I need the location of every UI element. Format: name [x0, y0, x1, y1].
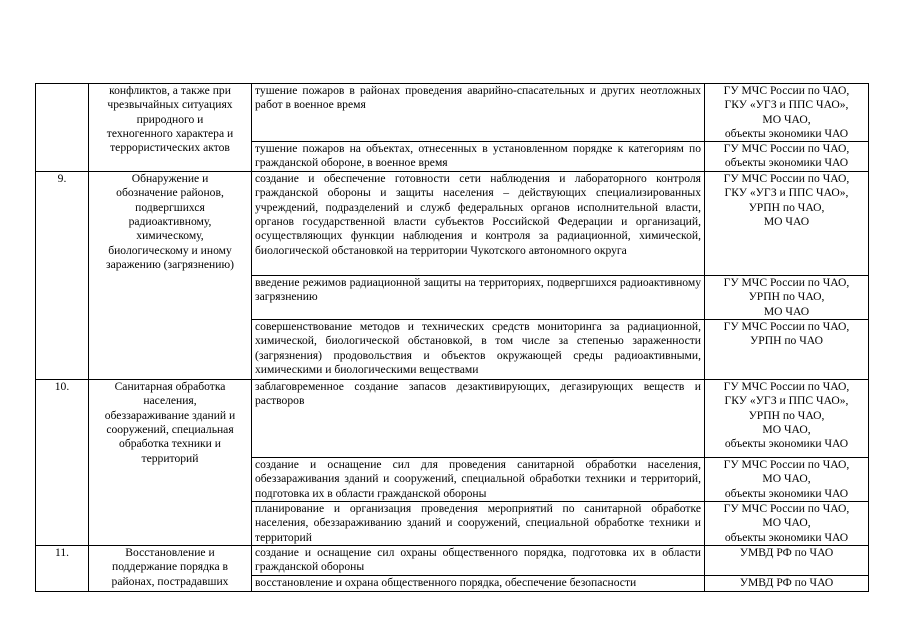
- measure-cell: создание и обеспечение готовности сети наблюдения и лабораторного контроля гражданской обороны и защиты населения – действующих специализированных учреждений, подразделений и служб федеральных органов исполнительной власти, органов государственной власти субъектов Российской Федерации и организаций, осуществляющих функции наблюдения и контроля за радиационной, химической, биологической обстановкой на территории Чукотского автономного округа: [252, 172, 705, 276]
- task-line: Обнаружение и: [131, 172, 209, 186]
- executor-line: МО ЧАО,: [762, 422, 811, 436]
- executor-cell: [705, 380, 869, 458]
- task-cell: [89, 84, 252, 172]
- task-cell: [89, 545, 252, 591]
- task-line: биологическому и иному: [108, 243, 232, 257]
- executor-cell: [705, 172, 869, 276]
- task-line: природного и: [136, 112, 204, 126]
- executor-line: МО ЧАО: [763, 215, 810, 229]
- executor-cell: [705, 320, 869, 380]
- executor-line: МО ЧАО,: [762, 472, 811, 486]
- executor-line: ГУ МЧС России по ЧАО,: [723, 320, 850, 334]
- executor-line: УРПН по ЧАО,: [748, 200, 825, 214]
- task-line: поддержание порядка в: [111, 560, 229, 574]
- executor-line: объекты экономики ЧАО: [724, 530, 849, 544]
- executor-line: ГУ МЧС России по ЧАО,: [723, 501, 850, 515]
- task-line: обработка техники и: [119, 437, 221, 451]
- measure-cell: тушение пожаров на объектах, отнесенных в установленном порядке к категориям по гражданской обороне, в военное время: [252, 142, 705, 172]
- measures-table: [35, 83, 869, 592]
- measure-cell: заблаговременное создание запасов дезактивирующих, дегазирующих веществ и растворов: [252, 380, 705, 458]
- executor-line: УРПН по ЧАО,: [748, 408, 825, 422]
- table-row: [36, 84, 869, 142]
- executor-line: ГКУ «УГЗ и ППС ЧАО»,: [724, 394, 849, 408]
- executor-line: МО ЧАО: [763, 304, 810, 318]
- measure-cell: планирование и организация проведения мероприятий по санитарной обработке населения, обеззараживанию зданий и сооружений, специальной обработке техники и территорий: [252, 501, 705, 545]
- executor-line: объекты экономики ЧАО: [724, 486, 849, 500]
- task-line: подвергшихся: [135, 200, 205, 214]
- executor-line: УМВД РФ по ЧАО: [739, 575, 834, 589]
- executor-line: ГКУ «УГЗ и ППС ЧАО»,: [724, 98, 849, 112]
- row-number: 10.: [36, 380, 89, 546]
- executor-line: ГУ МЧС России по ЧАО,: [723, 172, 850, 186]
- measure-cell: создание и оснащение сил для проведения санитарной обработки населения, обеззараживания зданий и сооружений, специальной обработки техники и территорий, подготовка их в области гражданской обороны: [252, 458, 705, 502]
- executor-line: УМВД РФ по ЧАО: [739, 545, 834, 559]
- row-number: 11.: [36, 545, 89, 591]
- table-row: [36, 172, 869, 276]
- executor-cell: [705, 501, 869, 545]
- task-line: обозначение районов,: [116, 186, 224, 200]
- task-line: конфликтов, а также при: [109, 84, 231, 97]
- executor-line: объекты экономики ЧАО: [724, 156, 849, 170]
- executor-cell: [705, 575, 869, 591]
- measure-cell: введение режимов радиационной защиты на территориях, подвергшихся радиоактивному загрязнению: [252, 276, 705, 320]
- table-row: [36, 545, 869, 575]
- executor-line: ГУ МЧС России по ЧАО,: [723, 84, 850, 97]
- task-cell: [89, 380, 252, 546]
- measure-cell: тушение пожаров в районах проведения аварийно-спасательных и других неотложных работ в военное время: [252, 84, 705, 142]
- table-row: [36, 380, 869, 458]
- executor-line: УРПН по ЧАО,: [748, 290, 825, 304]
- executor-line: объекты экономики ЧАО: [724, 437, 849, 451]
- task-line: заражению (загрязнению): [106, 257, 234, 271]
- task-line: радиоактивному,: [128, 215, 212, 229]
- task-line: территорий: [141, 451, 199, 465]
- table-body: [36, 84, 869, 592]
- task-line: населения,: [143, 394, 197, 408]
- executor-line: МО ЧАО,: [762, 112, 811, 126]
- executor-cell: [705, 84, 869, 142]
- executor-cell: [705, 276, 869, 320]
- executor-cell: [705, 458, 869, 502]
- measure-cell: создание и оснащение сил охраны общественного порядка, подготовка их в области гражданской обороны: [252, 545, 705, 575]
- task-line: Санитарная обработка: [114, 380, 226, 394]
- executor-line: объекты экономики ЧАО: [724, 126, 849, 140]
- executor-line: ГУ МЧС России по ЧАО,: [723, 458, 850, 472]
- task-cell: [89, 172, 252, 380]
- measure-cell: восстановление и охрана общественного порядка, обеспечение безопасности: [252, 575, 705, 591]
- task-line: террористических актов: [110, 141, 230, 155]
- task-line: Восстановление и: [125, 545, 215, 559]
- executor-cell: [705, 545, 869, 575]
- row-number: [36, 84, 89, 172]
- row-number: 9.: [36, 172, 89, 380]
- executor-line: УРПН по ЧАО: [750, 334, 823, 348]
- executor-cell: [705, 142, 869, 172]
- executor-line: МО ЧАО,: [762, 516, 811, 530]
- task-line: обеззараживание зданий и: [104, 408, 236, 422]
- task-line: чрезвычайных ситуациях: [107, 98, 233, 112]
- task-line: сооружений, специальная: [106, 422, 234, 436]
- task-line: районах, пострадавших: [111, 574, 229, 588]
- task-line: химическому,: [136, 229, 204, 243]
- executor-line: ГУ МЧС России по ЧАО,: [723, 276, 850, 290]
- executor-line: ГУ МЧС России по ЧАО,: [723, 380, 850, 394]
- executor-line: ГКУ «УГЗ и ППС ЧАО»,: [724, 186, 849, 200]
- task-line: техногенного характера и: [106, 126, 234, 140]
- measure-cell: совершенствование методов и технических средств мониторинга за радиационной, химической, биологической обстановкой, в том числе за степенью зараженности (загрязнения) продовольствия и объектов окружающей среды радиоактивными, химическими и биологическими веществами: [252, 320, 705, 380]
- executor-line: ГУ МЧС России по ЧАО,: [723, 142, 850, 156]
